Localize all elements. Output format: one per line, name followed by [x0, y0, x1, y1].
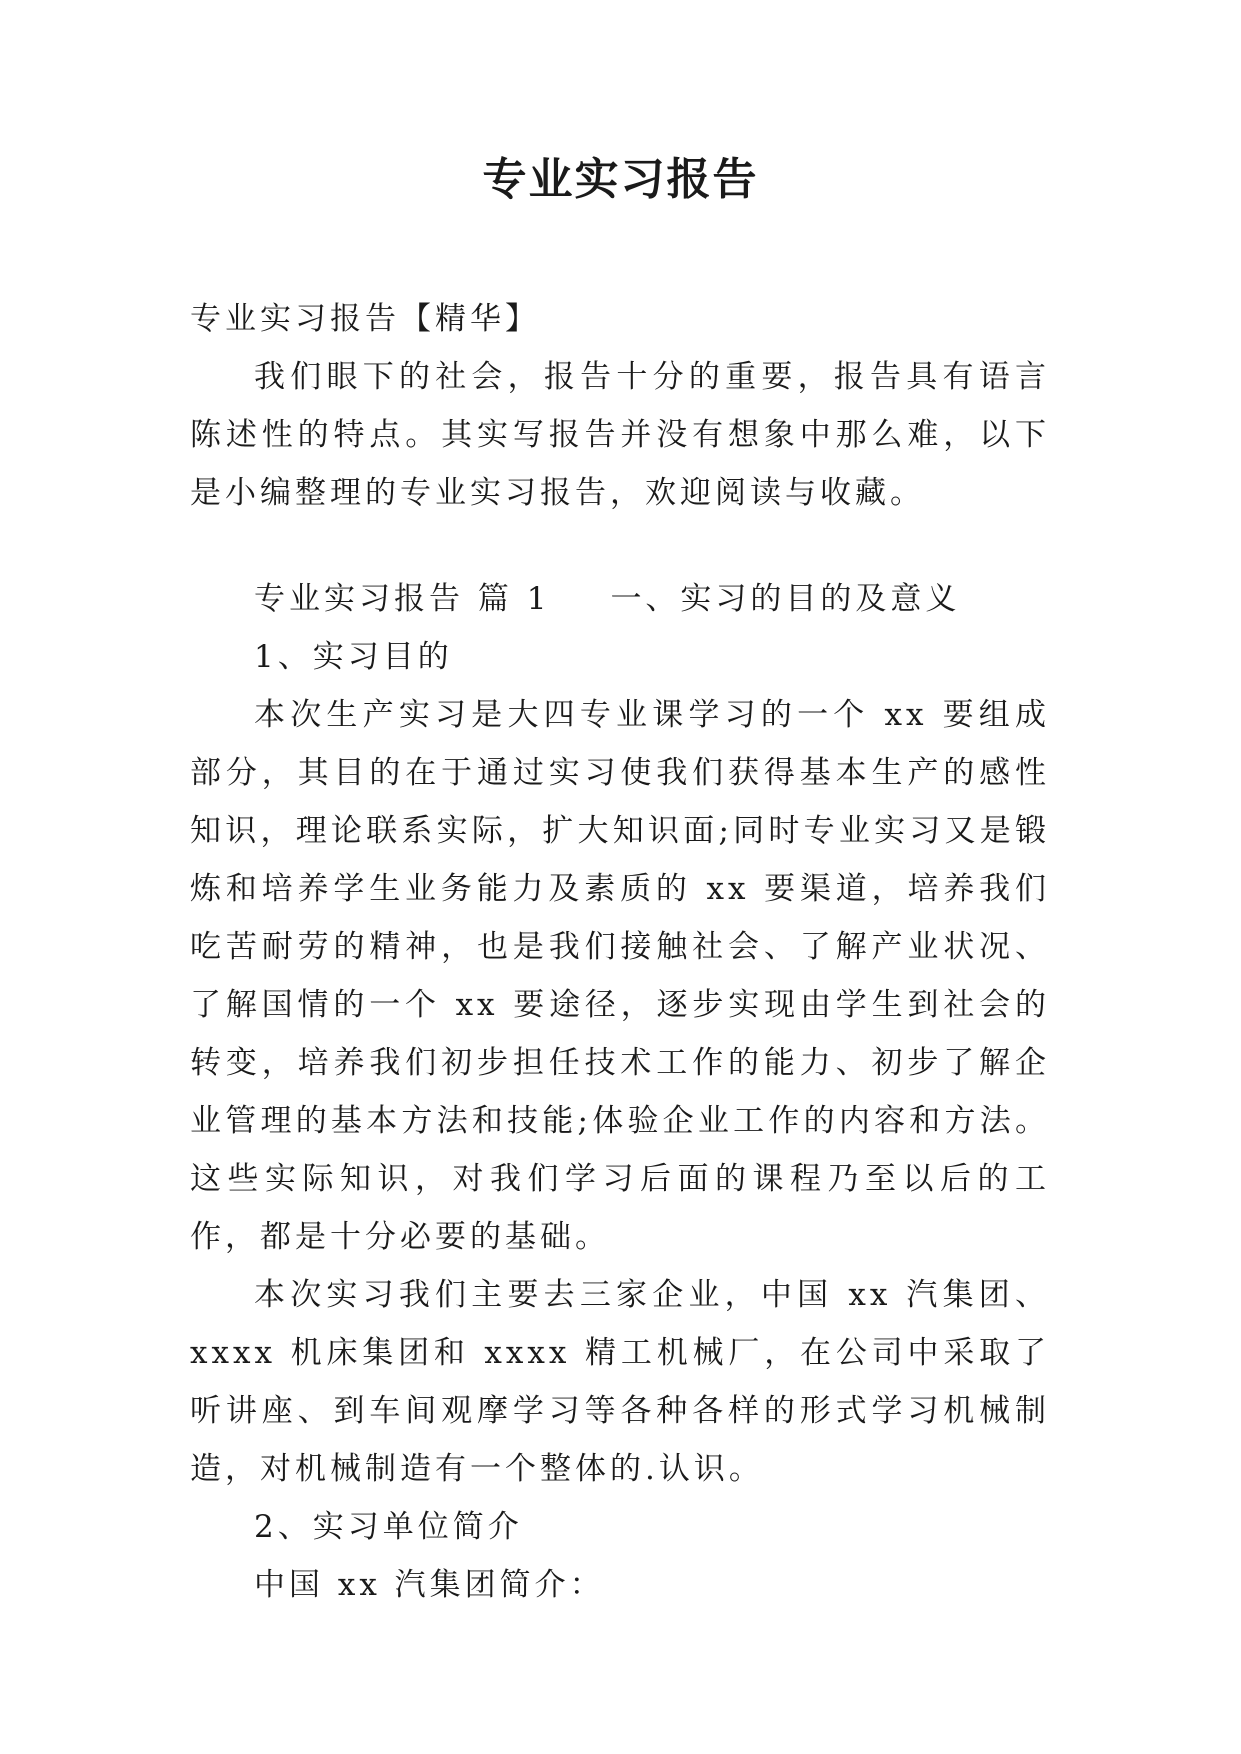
document-title: 专业实习报告	[482, 154, 759, 205]
article-heading-line	[190, 570, 1050, 628]
body-paragraph-1: 本次生产实习是大四专业课学习的一个 xx 要组成部分，其目的在于通过实习使我们获得基本生产的感性知识，理论联系实际，扩大知识面;同时专业实习又是锻炼和培养学生业务能力及素质的 xx 要渠道，培养我们吃苦耐劳的精神，也是我们接触社会、了解产业状况、了解国情的一个 xx 要途径，逐步实现由学生到社会的转变，培养我们初步担任技术工作的能力、初步了解企业管理的基本方法和技能;体验企业工作的内容和方法。这些实际知识，对我们学习后面的课程乃至以后的工作，都是十分必要的基础。	[190, 697, 1050, 1255]
sub-heading-company-intro: 2、实习单位简介	[254, 1509, 523, 1545]
body-paragraph-2: 本次实习我们主要去三家企业，中国 xx 汽集团、xxxx 机床集团和 xxxx 精工机械厂，在公司中采取了听讲座、到车间观摩学习等各种各样的形式学习机械制造，对机械制造有一个整体的.认识。	[190, 1277, 1050, 1487]
spacer	[190, 522, 1050, 570]
intro-paragraph: 我们眼下的社会，报告十分的重要，报告具有语言陈述性的特点。其实写报告并没有想象中那么难，以下是小编整理的专业实习报告，欢迎阅读与收藏。	[190, 359, 1050, 511]
document-body	[190, 290, 1050, 1614]
section-heading: 一、实习的目的及意义	[610, 581, 961, 617]
document-subtitle: 专业实习报告【精华】	[190, 301, 540, 337]
sub-heading-purpose: 1、实习目的	[254, 639, 453, 675]
body-paragraph-3: 中国 xx 汽集团简介：	[254, 1567, 605, 1603]
article-title: 专业实习报告 篇 1	[254, 581, 551, 617]
